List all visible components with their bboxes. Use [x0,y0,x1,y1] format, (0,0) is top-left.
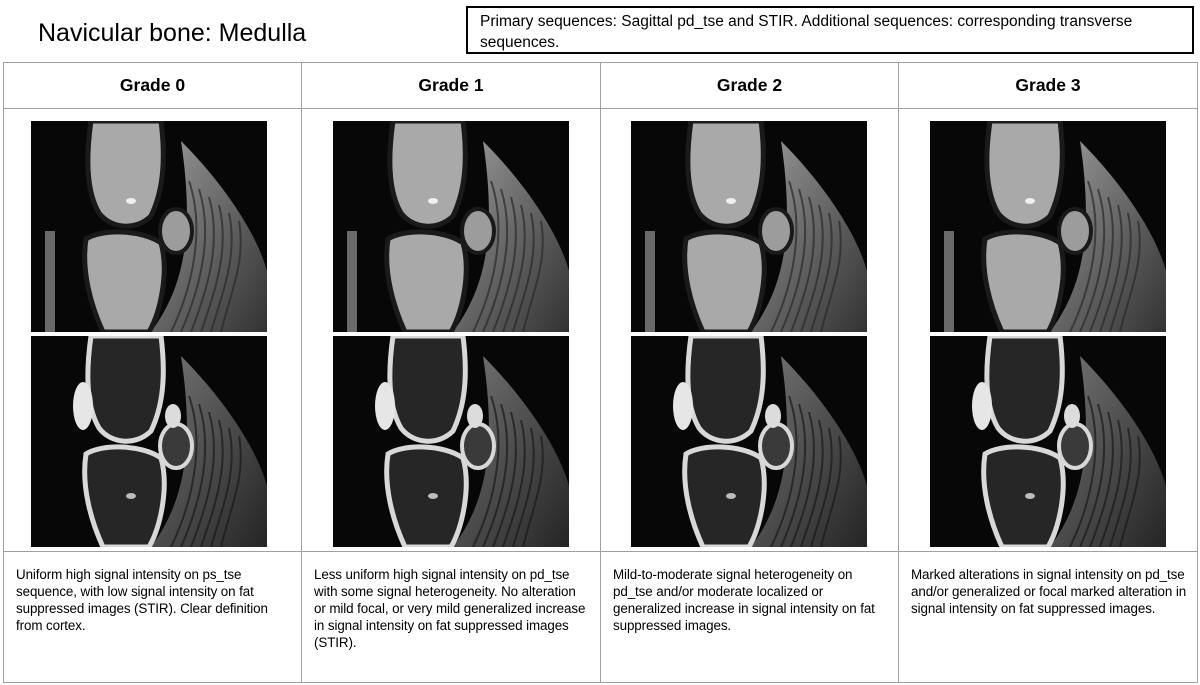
grade-0-stir-image [31,336,267,547]
grade-3-images [899,109,1198,552]
header-row [4,63,1198,109]
grade-0-description: Uniform high signal intensity on ps_tse sequence, with low signal intensity on fat suppressed images (STIR). Clear definition from cortex. [4,552,302,683]
grade-3-pd-tse-image [930,121,1166,332]
page-title: Navicular bone: Medulla [38,19,307,47]
grading-table [3,62,1198,683]
grade-2-pd-tse-image [631,121,867,332]
grade-1-images [302,109,601,552]
image-row [4,109,1198,552]
grade-3-header: Grade 3 [899,63,1198,109]
grade-2-stir-image [631,336,867,547]
grade-1-description: Less uniform high signal intensity on pd_tse with some signal heterogeneity. No alteration or mild focal, or very mild generalized increase in signal intensity on fat suppressed images (STIR). [302,552,601,683]
grade-1-pd-tse-image [333,121,569,332]
grade-2-header: Grade 2 [601,63,899,109]
grade-1-stir-image [333,336,569,547]
sequence-note: Primary sequences: Sagittal pd_tse and STIR. Additional sequences: corresponding transverse sequences. [466,6,1194,54]
grade-0-header: Grade 0 [4,63,302,109]
grade-1-header: Grade 1 [302,63,601,109]
grade-3-description: Marked alterations in signal intensity on pd_tse and/or generalized or focal marked alteration in signal intensity on fat suppressed images. [899,552,1198,683]
grade-2-description: Mild-to-moderate signal heterogeneity on pd_tse and/or moderate localized or generalized increase in signal intensity on fat suppressed images. [601,552,899,683]
grade-0-images [4,109,302,552]
grade-2-images [601,109,899,552]
description-row [4,552,1198,683]
grade-3-stir-image [930,336,1166,547]
grade-0-pd-tse-image [31,121,267,332]
